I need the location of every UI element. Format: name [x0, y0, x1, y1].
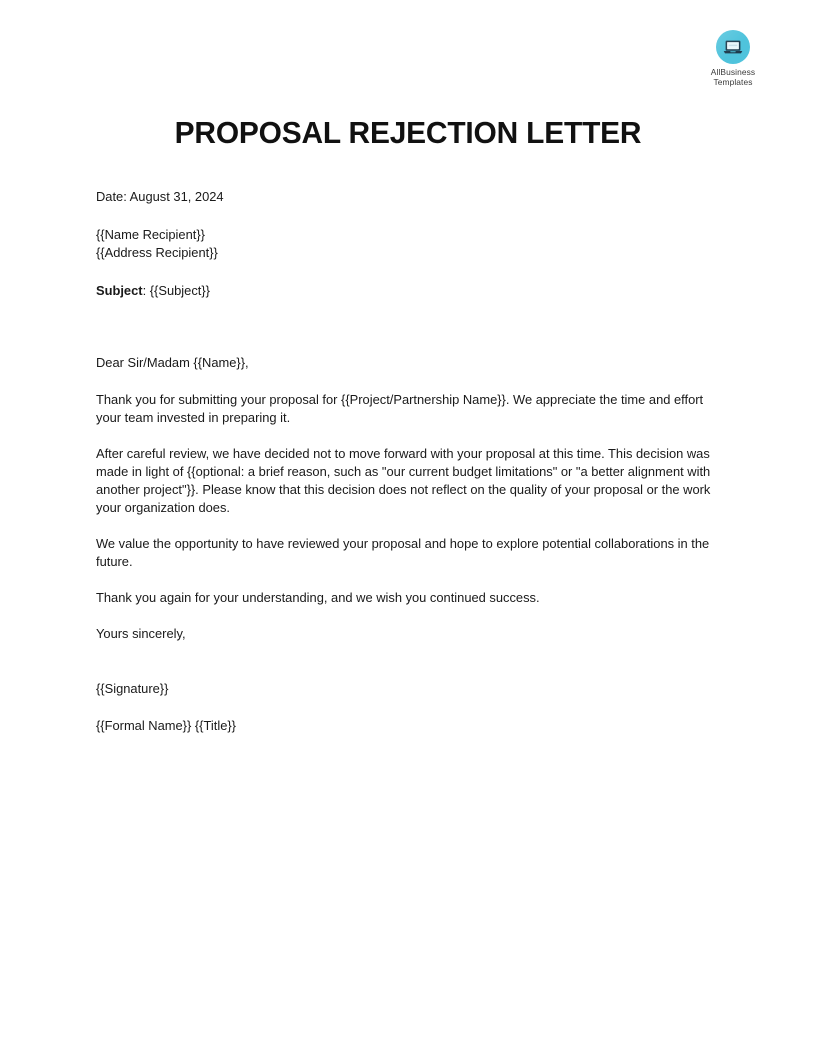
date-line: Date: August 31, 2024: [96, 189, 224, 204]
recipient-address: {{Address Recipient}}: [96, 245, 218, 260]
brand-logo: [678, 30, 788, 87]
brand-name: [678, 67, 788, 87]
page-title: PROPOSAL REJECTION LETTER: [174, 115, 642, 150]
signature-placeholder: {{Signature}}: [96, 681, 169, 696]
subject-line: [96, 282, 721, 300]
recipient-name: {{Name Recipient}}: [96, 227, 205, 242]
paragraph-2: After careful review, we have decided not to move forward with your proposal at this time. This decision was made in light of {{optional: a brief reason, such as "our current budget limitations" or "a better alignment with another project"}}. Please know that this decision does not reflect on the quality of your proposal or the work your organization does.: [96, 446, 711, 515]
paragraph-1: Thank you for submitting your proposal for {{Project/Partnership Name}}. We appreciate the time and effort your team invested in preparing it.: [96, 392, 704, 425]
paragraph-3: We value the opportunity to have reviewed your proposal and hope to explore potential collaborations in the future.: [96, 536, 710, 569]
recipient-block: [96, 226, 721, 262]
letter-body: [96, 188, 721, 735]
brand-name-line2: Templates: [713, 77, 753, 88]
signer-line: {{Formal Name}} {{Title}}: [96, 718, 236, 733]
subject-label: Subject: [96, 283, 143, 298]
closing-line: Yours sincerely,: [96, 626, 186, 641]
laptop-icon: [716, 30, 750, 64]
subject-value: {{Subject}}: [149, 283, 210, 298]
subject-separator: :: [142, 283, 150, 298]
paragraph-4: Thank you again for your understanding, and we wish you continued success.: [96, 590, 540, 605]
brand-name-line1: AllBusiness: [710, 67, 756, 77]
salutation: Dear Sir/Madam {{Name}},: [96, 355, 249, 370]
